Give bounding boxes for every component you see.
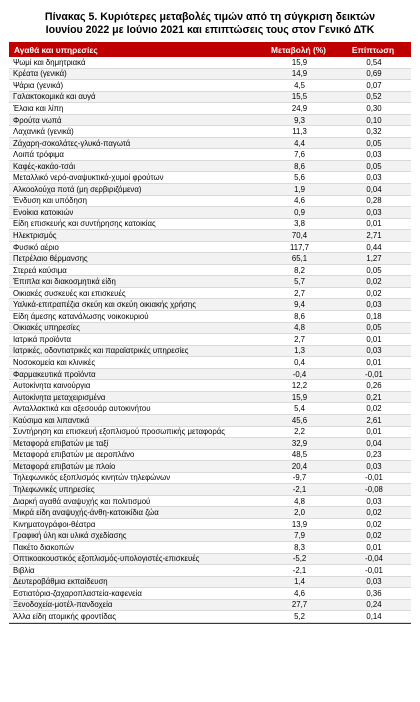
row-impact: 2,61 [366,415,382,425]
row-impact: 0,18 [366,311,382,321]
row-change: 45,6 [291,415,308,425]
row-item: Ανταλλακτικά και αξεσουάρ αυτοκινήτου [13,404,151,414]
row-impact: 0,02 [366,404,382,414]
row-item: Βιβλία [13,565,35,575]
row-item: Έπιπλα και διακοσμητικά είδη [13,277,116,287]
row-impact: 0,05 [366,161,382,171]
row-item: Μεταφορά επιβατών με αεροπλάνο [13,450,135,460]
header-item: Αγαθά και υπηρεσίες [14,44,98,55]
table-row [9,450,411,462]
row-impact: -0,01 [365,369,383,379]
row-impact: 0,03 [366,496,382,506]
row-impact: 0,02 [366,288,382,298]
row-change: 4,4 [294,138,305,148]
table-row [9,126,411,138]
row-change: 48,5 [291,450,308,460]
table-row [9,184,411,196]
row-impact: 0,26 [366,381,382,391]
row-item: Ένδυση και υπόδηση [13,196,87,206]
row-item: Υαλικά-επιτραπέζια σκεύη και σκεύη οικιακής χρήσης [13,300,196,310]
row-change: 5,7 [294,277,305,287]
table-row [9,253,411,265]
row-change: 1,4 [294,577,305,587]
row-impact: 0,44 [366,242,382,252]
row-item: Κινηματογράφοι-θέατρα [13,519,96,529]
row-change: 2,0 [294,508,305,518]
row-change: 4,8 [294,496,305,506]
table-row [9,346,411,358]
table-row [9,369,411,381]
row-change: 0,9 [294,207,305,217]
row-impact: 0,05 [366,265,382,275]
row-change: -2,1 [292,565,307,575]
header-change: Μεταβολή (%) [271,44,326,55]
table-row [9,577,411,589]
row-change: -9,7 [292,473,307,483]
table-row [9,357,411,369]
table-row [9,588,411,600]
row-change: 9,4 [294,300,305,310]
row-item: Οπτικοακουστικός εξοπλισμός-υπολογιστές-επισκευές [13,554,200,564]
row-item: Ζάχαρη-σοκολάτες-γλυκά-παγωτά [13,138,131,148]
row-change: 24,9 [291,103,308,113]
row-impact: 0,69 [366,69,382,79]
row-item: Διαρκή αγαθά αναψυχής και πολιτισμού [13,496,151,506]
row-impact: 0,03 [366,461,382,471]
table-row [9,542,411,554]
row-impact: 0,21 [366,392,382,402]
price-changes-table [9,42,411,624]
row-item: Εστιατόρια-ζαχαροπλαστεία-καφενεία [13,588,142,598]
table-row [9,242,411,254]
table-title [0,0,420,36]
row-item: Τηλεφωνικές υπηρεσίες [13,485,95,495]
row-impact: 0,02 [366,531,382,541]
row-item: Φρούτα νωπά [13,115,62,125]
row-impact: 0,07 [366,80,382,90]
row-impact: 0,52 [366,92,382,102]
table-header [9,42,411,57]
row-change: 4,5 [294,80,305,90]
row-item: Ιατρικές, οδοντιατρικές και παραϊατρικές υπηρεσίες [13,346,189,356]
table-row [9,554,411,566]
row-impact: 0,01 [366,219,382,229]
row-item: Άλλα είδη ατομικής φροντίδας [13,612,116,622]
row-impact: 0,05 [366,323,382,333]
row-change: 4,6 [294,588,305,598]
row-item: Αυτοκίνητα καινούργια [13,381,91,391]
row-change: 11,3 [292,127,307,137]
row-impact: 0,02 [366,277,382,287]
row-change: 5,4 [294,404,305,414]
row-item: Ηλεκτρισμός [13,230,57,240]
row-change: -0,4 [292,369,307,379]
row-item: Ψωμί και δημητριακά [13,57,86,67]
table-row [9,230,411,242]
table-row [9,265,411,277]
row-impact: -0,08 [365,485,383,495]
row-item: Φυσικό αέριο [13,242,59,252]
table-row [9,80,411,92]
table-row [9,219,411,231]
table-row [9,115,411,127]
row-item: Ξενοδοχεία-μοτέλ-πανδοχεία [13,600,113,610]
row-change: 15,5 [291,92,308,102]
row-change: 2,7 [294,288,305,298]
row-impact: -0,01 [365,473,383,483]
row-item: Οικιακές συσκευές και επισκευές [13,288,126,298]
row-item: Νοσοκομεία και κλινικές [13,358,96,367]
row-change: -5,2 [292,554,307,564]
row-impact: 0,54 [366,57,382,67]
table-row [9,57,411,69]
row-item: Πακέτο διακοπών [13,542,74,552]
row-change: -2,1 [292,485,307,495]
table-row [9,484,411,496]
table-row [9,288,411,300]
row-impact: 0,36 [366,588,382,598]
row-impact: 0,10 [366,115,382,125]
row-item: Οικιακές υπηρεσίες [13,323,80,333]
row-impact: 0,03 [366,300,382,310]
row-item: Δευτεροβάθμια εκπαίδευση [13,577,108,587]
row-impact: 0,02 [366,519,382,529]
row-change: 12,2 [291,381,308,391]
row-change: 7,6 [294,150,305,160]
row-change: 14,9 [291,69,308,79]
row-item: Μικρά είδη αναψυχής-άνθη-κατοικίδια ζώα [13,508,159,518]
row-impact: 0,32 [366,127,382,137]
row-item: Έλαια και λίπη [13,103,64,113]
row-impact: 0,14 [366,612,382,622]
row-item: Ψάρια (γενικά) [13,80,64,90]
row-change: 8,2 [294,265,305,275]
table-body [9,57,411,623]
row-change: 20,4 [291,461,308,471]
table-row [9,530,411,542]
table-row [9,161,411,173]
row-change: 13,9 [291,519,308,529]
row-change: 8,6 [294,311,305,321]
row-impact: 0,01 [366,358,382,367]
row-change: 4,6 [294,196,305,206]
table-row [9,69,411,81]
table-row [9,392,411,404]
row-impact: 0,01 [366,427,382,437]
table-row [9,334,411,346]
row-change: 27,7 [291,600,308,610]
row-impact: 0,24 [366,600,382,610]
row-change: 70,4 [291,230,308,240]
row-impact: 0,02 [366,508,382,518]
row-change: 117,7 [290,242,309,252]
row-item: Μεταφορά επιβατών με πλοίο [13,461,116,471]
table-row [9,311,411,323]
row-change: 1,9 [294,184,305,194]
row-item: Αυτοκίνητα μεταχειρισμένα [13,392,106,402]
row-change: 3,8 [294,219,305,229]
row-impact: 0,03 [366,346,382,356]
row-item: Γραφική ύλη και υλικά σχεδίασης [13,531,127,541]
row-change: 32,9 [291,438,308,448]
row-impact: 0,03 [366,173,382,183]
row-item: Καφές-κακάο-τσάι [13,161,76,171]
row-impact: 0,04 [366,438,382,448]
table-row [9,103,411,115]
table-row [9,172,411,184]
row-item: Λαχανικά (γενικά) [13,127,74,137]
row-change: 2,2 [294,427,305,437]
table-row [9,519,411,531]
row-impact: 0,03 [366,150,382,160]
table-row [9,611,411,623]
row-impact: 0,03 [366,577,382,587]
table-row [9,496,411,508]
table-row [9,427,411,439]
row-change: 8,6 [294,161,305,171]
row-change: 4,8 [294,323,305,333]
table-row [9,323,411,335]
row-change: 15,9 [291,392,308,402]
row-impact: 0,04 [366,184,382,194]
row-item: Πετρέλαιο θέρμανσης [13,254,88,264]
table-row [9,138,411,150]
header-impact: Επίπτωση [351,44,395,55]
row-change: 9,3 [294,115,305,125]
table-row [9,415,411,427]
row-impact: 0,23 [366,450,382,460]
row-item: Μεταλλικό νερό-αναψυκτικά-χυμοί φρούτων [13,173,164,183]
row-item: Λοιπά τρόφιμα [13,150,64,160]
row-impact: 0,30 [366,103,382,113]
row-impact: -0,04 [365,554,383,564]
table-row [9,149,411,161]
row-item: Καύσιμα και λιπαντικά [13,415,90,425]
table-row [9,207,411,219]
row-item: Γαλακτοκομικά και αυγά [13,92,96,102]
table-row [9,565,411,577]
table-row [9,92,411,104]
row-item: Συντήρηση και επισκευή εξοπλισμού προσωπικής μεταφοράς [13,427,226,437]
row-item: Κρέατα (γενικά) [13,69,67,79]
row-item: Ιατρικά προϊόντα [13,334,71,344]
row-item: Φαρμακευτικά προϊόντα [13,369,96,379]
table-row [9,196,411,208]
row-item: Είδη άμεσης κατανάλωσης νοικοκυριού [13,311,149,321]
row-change: 65,1 [291,254,308,264]
row-impact: 0,05 [366,138,382,148]
row-impact: 0,01 [366,542,382,552]
title-line-1: Πίνακας 5. Κυριότερες μεταβολές τιμών από τη σύγκριση δεικτών [44,11,376,23]
table-row [9,403,411,415]
row-item: Τηλεφωνικός εξοπλισμός κινητών τηλεφώνων [13,473,171,483]
table-row [9,600,411,612]
row-impact: 0,28 [366,196,382,206]
row-change: 2,7 [294,334,305,344]
title-line-2: Ιουνίου 2022 με Ιούνιο 2021 και επιπτώσεις τους στον Γενικό ΔΤΚ [45,24,375,36]
row-impact: 1,27 [366,254,382,264]
row-impact: -0,01 [365,565,383,575]
table-row [9,507,411,519]
table-row [9,461,411,473]
row-change: 15,9 [291,57,308,67]
row-change: 0,4 [294,358,305,367]
row-change: 7,9 [294,531,305,541]
row-change: 5,2 [294,612,305,622]
row-impact: 2,71 [366,230,382,240]
table-row [9,473,411,485]
row-item: Είδη επισκευής και συντήρησης κατοικίας [13,219,156,229]
table-row [9,438,411,450]
row-item: Μεταφορά επιβατών με ταξί [13,438,109,448]
row-impact: 0,03 [366,207,382,217]
row-item: Στερεά καύσιμα [13,265,67,275]
row-change: 8,3 [294,542,305,552]
row-item: Αλκοολούχα ποτά (μη σερβιριζόμενα) [13,184,142,194]
table-row [9,380,411,392]
table-row [9,299,411,311]
row-change: 5,6 [294,173,305,183]
row-impact: 0,01 [366,334,382,344]
table-row [9,276,411,288]
row-change: 1,3 [294,346,305,356]
row-item: Ενοίκια κατοικιών [13,207,74,217]
